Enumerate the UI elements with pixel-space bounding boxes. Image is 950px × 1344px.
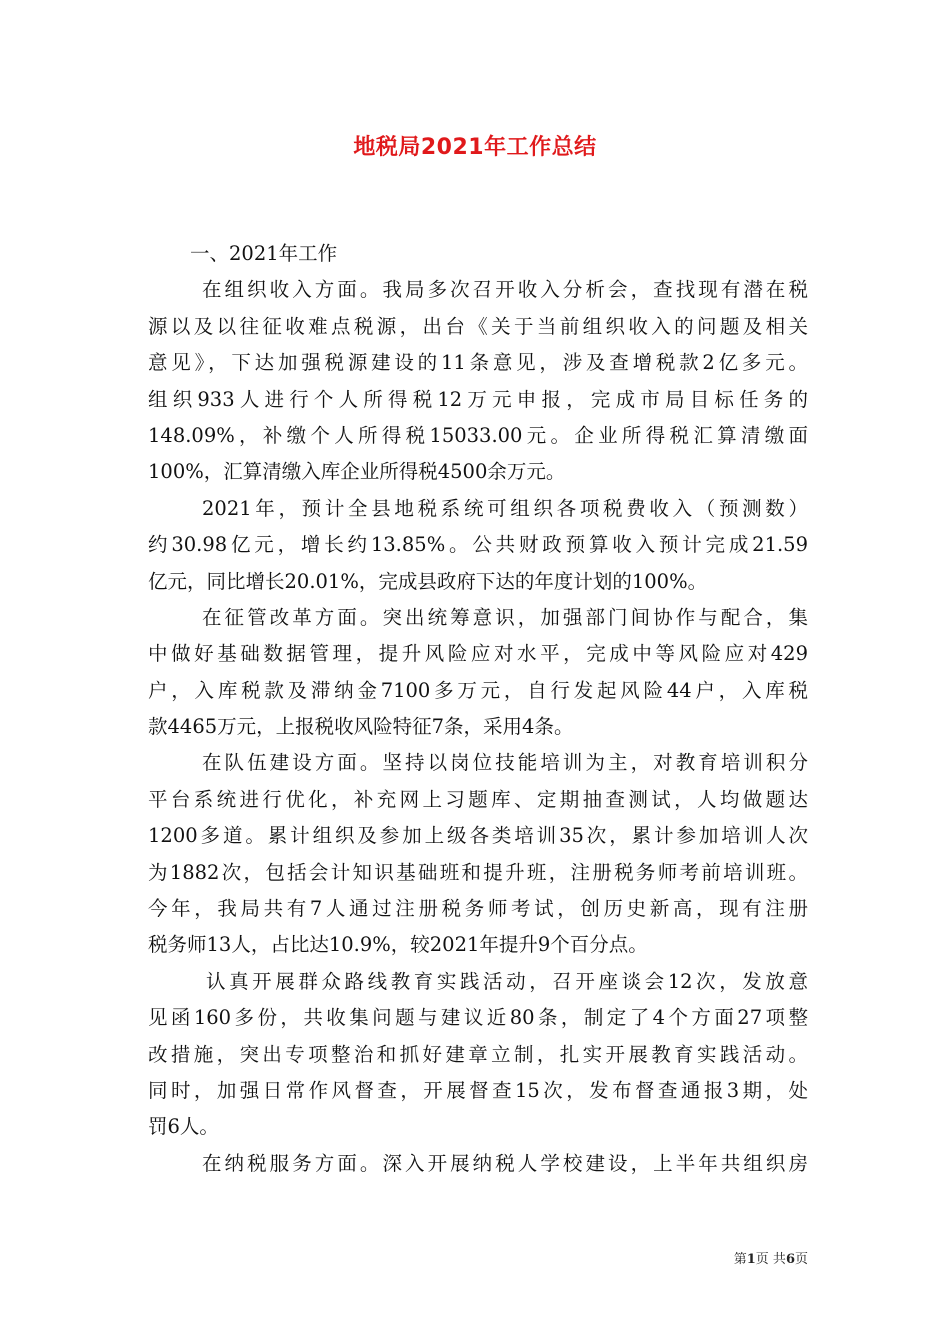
paragraph-line: 见函160多份，共收集问题与建议近80条，制定了4个方面27项整 — [148, 1006, 808, 1030]
paragraph-line: 2021年，预计全县地税系统可组织各项税费收入（预测数） — [202, 496, 808, 520]
paragraph-line: 同时，加强日常作风督查，开展督查15次，发布督查通报3期，处 — [148, 1078, 808, 1102]
paragraph-line: 组织933人进行个人所得税12万元申报，完成市局目标任务的 — [148, 387, 808, 411]
paragraph-collection-reform — [148, 600, 808, 746]
paragraph-line: 平台系统进行优化，补充网上习题库、定期抽查测试，人均做题达 — [148, 787, 808, 811]
paragraph-line: 款4465万元，上报税收风险特征7条，采用4条。 — [148, 715, 574, 739]
footer-suffix: 页 — [794, 1252, 808, 1267]
document-title: 地税局2021年工作总结 — [353, 135, 597, 160]
paragraph-line: 约30.98亿元，增长约13.85%。公共财政预算收入预计完成21.59 — [148, 533, 808, 557]
paragraph-line: 税务师13人，占比达10.9%，较2021年提升9个百分点。 — [148, 933, 648, 957]
paragraph-line: 改措施，突出专项整治和抓好建章立制，扎实开展教育实践活动。 — [148, 1042, 808, 1066]
paragraph-line: 为1882次，包括会计知识基础班和提升班，注册税务师考前培训班。 — [148, 860, 808, 884]
paragraph-line: 中做好基础数据管理，提升风险应对水平，完成中等风险应对429 — [148, 642, 808, 666]
paragraph-line: 罚6人。 — [148, 1115, 219, 1139]
footer-total-pages: 6 — [785, 1252, 795, 1267]
paragraph-line: 在纳税服务方面。深入开展纳税人学校建设，上半年共组织房 — [202, 1151, 808, 1175]
page-footer — [734, 1248, 808, 1267]
footer-middle: 页 共 — [755, 1252, 786, 1267]
paragraph-line: 亿元，同比增长20.01%，完成县政府下达的年度计划的100%。 — [148, 569, 708, 593]
paragraph-line: 1200多道。累计组织及参加上级各类培训35次，累计参加培训人次 — [148, 824, 808, 848]
paragraph-mass-line — [148, 964, 808, 1146]
paragraph-line: 户，入库税款及滞纳金7100多万元，自行发起风险44户，入库税 — [148, 678, 808, 702]
paragraph-line: 在组织收入方面。我局多次召开收入分析会，查找现有潜在税 — [202, 278, 808, 302]
footer-prefix: 第 — [733, 1252, 747, 1267]
paragraph-line: 148.09%，补缴个人所得税15033.00元。企业所得税汇算清缴面 — [148, 423, 808, 447]
footer-current-page: 1 — [746, 1252, 756, 1267]
paragraph-team-building — [148, 745, 808, 963]
paragraph-forecast — [148, 491, 808, 600]
document-body — [148, 236, 808, 1182]
paragraph-line: 源以及以往征收难点税源，出台《关于当前组织收入的问题及相关 — [148, 314, 808, 338]
paragraph-line: 在队伍建设方面。坚持以岗位技能培训为主，对教育培训积分 — [202, 751, 808, 775]
paragraph-revenue — [148, 272, 808, 490]
paragraph-line: 今年，我局共有7人通过注册税务师考试，创历史新高，现有注册 — [148, 897, 808, 921]
paragraph-taxpayer-service — [148, 1146, 808, 1182]
paragraph-line: 意见》，下达加强税源建设的11条意见，涉及查增税款2亿多元。 — [148, 351, 808, 375]
paragraph-line: 100%，汇算清缴入库企业所得税4500余万元。 — [148, 460, 566, 484]
paragraph-line: 在征管改革方面。突出统筹意识，加强部门间协作与配合，集 — [202, 605, 808, 629]
paragraph-line: 认真开展群众路线教育实践活动，召开座谈会12次，发放意 — [206, 969, 808, 993]
section-heading: 一、2021年工作 — [190, 242, 338, 265]
